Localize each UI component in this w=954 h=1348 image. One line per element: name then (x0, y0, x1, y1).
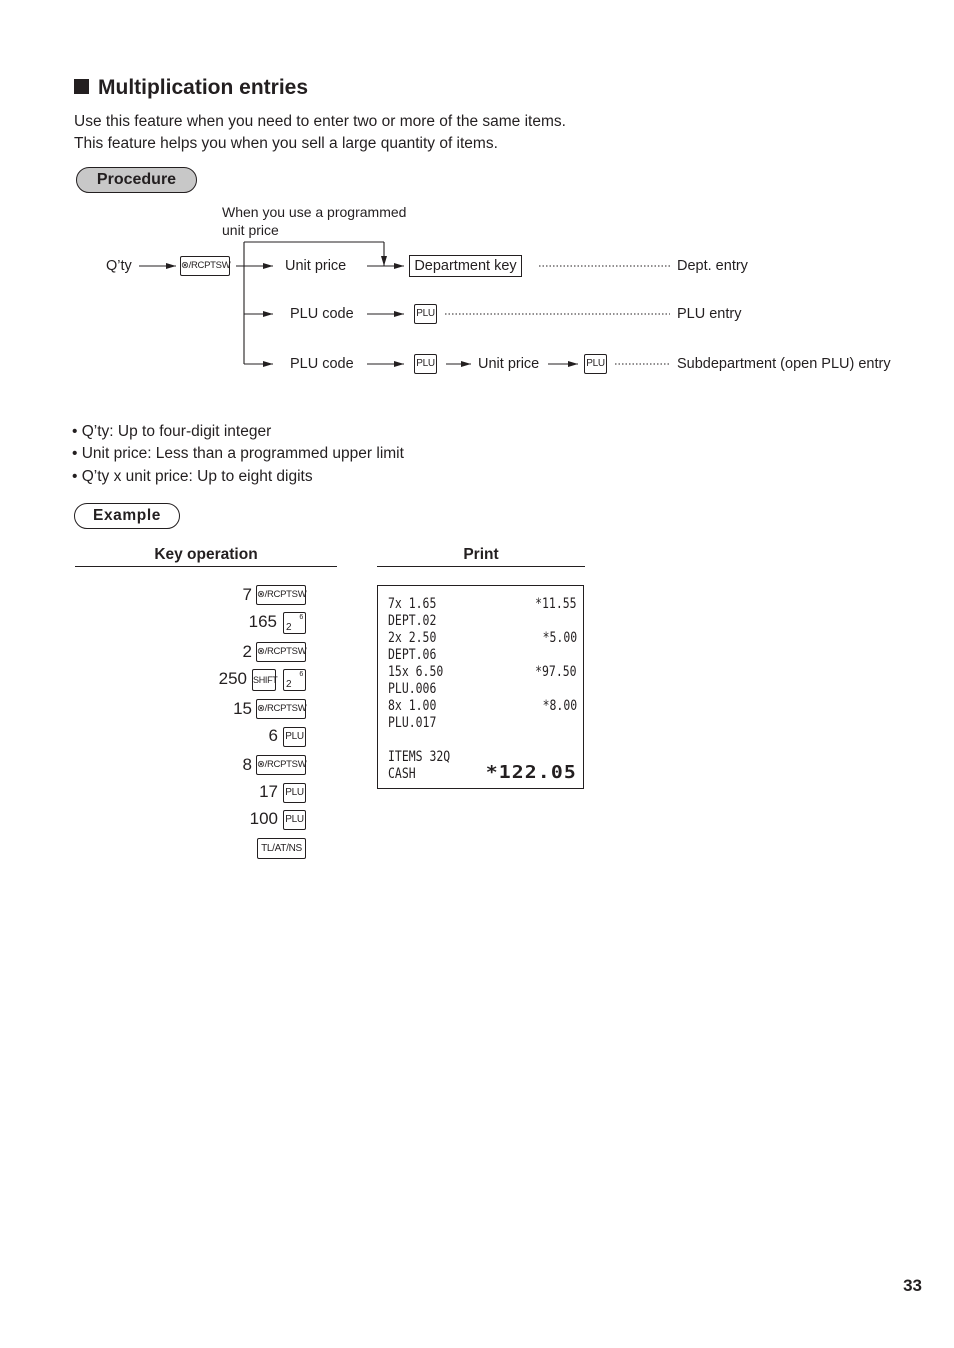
print-header: Print (463, 546, 499, 563)
section-title-text: Multiplication entries (98, 76, 309, 99)
keyop-qty-9: 100 (249, 809, 278, 828)
print-rule (377, 566, 585, 567)
dept-2-key-1 (283, 612, 306, 634)
keyop-mult-key-1: ⊗/RCPTSW (256, 585, 306, 605)
shift-key: SHIFT (252, 669, 276, 691)
keyop-qty-7: 8 (242, 755, 252, 774)
plu-entry-label: PLU entry (677, 306, 742, 322)
receipt-amount-7: *8.00 (542, 698, 577, 714)
keyop-qty-4: 250 (218, 669, 247, 688)
dept-2-key-sup: 6 (299, 614, 303, 621)
plu-key-1: PLU (414, 304, 437, 324)
department-key: Department key (409, 255, 522, 277)
receipt-line-9: ITEMS 32Q (388, 749, 451, 765)
unit-price-label-1: Unit price (285, 258, 347, 274)
procedure-label: Procedure (76, 167, 197, 193)
unit-price-label-2: Unit price (478, 356, 540, 372)
receipt-amount-1: *11.55 (535, 596, 577, 612)
dept-2-key-number: 2 (286, 622, 292, 633)
dept-2-key-sup: 6 (299, 671, 303, 678)
keyop-plu-key-3: PLU (283, 810, 306, 830)
note-qty: • Q’ty: Up to four-digit integer (72, 423, 272, 440)
dept-2-key-2 (283, 669, 306, 691)
keyop-qty-1: 7 (242, 585, 252, 604)
keyop-qty-8: 17 (259, 782, 278, 801)
note-qty-x-price: • Q’ty x unit price: Up to eight digits (72, 468, 313, 485)
page-number: 33 (903, 1276, 922, 1295)
receipt-line-7: 8x 1.00 (388, 698, 437, 714)
receipt-print (377, 585, 584, 789)
keyop-mult-key-3: ⊗/RCPTSW (256, 699, 306, 719)
receipt-line-5: 15x 6.50 (388, 664, 444, 680)
intro-line-1: Use this feature when you need to enter two or more of the same items. (74, 113, 566, 130)
receipt-line-3: 2x 2.50 (388, 630, 437, 646)
note-unit-price: • Unit price: Less than a programmed upper limit (72, 445, 404, 462)
keyop-qty-5: 15 (233, 699, 252, 718)
receipt-total: *122.05 (485, 762, 577, 783)
receipt-amount-5: *97.50 (535, 664, 577, 680)
example-label: Example (74, 503, 180, 529)
plu-code-label-2: PLU code (290, 356, 354, 372)
plu-key-2: PLU (414, 354, 437, 374)
receipt-line-4: DEPT.06 (388, 647, 437, 663)
tl-at-ns-key: TL/AT/NS (257, 838, 306, 859)
key-operation-header: Key operation (154, 546, 258, 563)
plu-code-label-1: PLU code (290, 306, 354, 322)
programmed-note-line-1: When you use a programmed (222, 204, 407, 220)
dept-2-key-number: 2 (286, 679, 292, 690)
keyop-plu-key-2: PLU (283, 783, 306, 803)
multiply-rcptsw-key: ⊗/RCPTSW (180, 256, 230, 276)
keyop-mult-key-4: ⊗/RCPTSW (256, 755, 306, 775)
keyop-qty-6: 6 (268, 726, 278, 745)
subdept-entry-label: Subdepartment (open PLU) entry (677, 356, 891, 372)
keyop-mult-key-2: ⊗/RCPTSW (256, 642, 306, 662)
keyop-qty-2: 165 (248, 612, 277, 631)
qty-label: Q’ty (106, 258, 132, 274)
intro-line-2: This feature helps you when you sell a large quantity of items. (74, 135, 498, 152)
receipt-line-2: DEPT.02 (388, 613, 437, 629)
plu-key-3: PLU (584, 354, 607, 374)
receipt-line-1: 7x 1.65 (388, 596, 437, 612)
dept-entry-label: Dept. entry (677, 258, 748, 274)
receipt-line-8: PLU.017 (388, 715, 437, 731)
receipt-line-10: CASH (388, 766, 416, 782)
keyop-qty-3: 2 (242, 642, 252, 661)
programmed-note-line-2: unit price (222, 222, 279, 238)
receipt-line-6: PLU.006 (388, 681, 437, 697)
key-operation-rule (75, 566, 337, 567)
procedure-diagram-lines (0, 0, 954, 400)
receipt-amount-3: *5.00 (542, 630, 577, 646)
keyop-plu-key-1: PLU (283, 727, 306, 747)
